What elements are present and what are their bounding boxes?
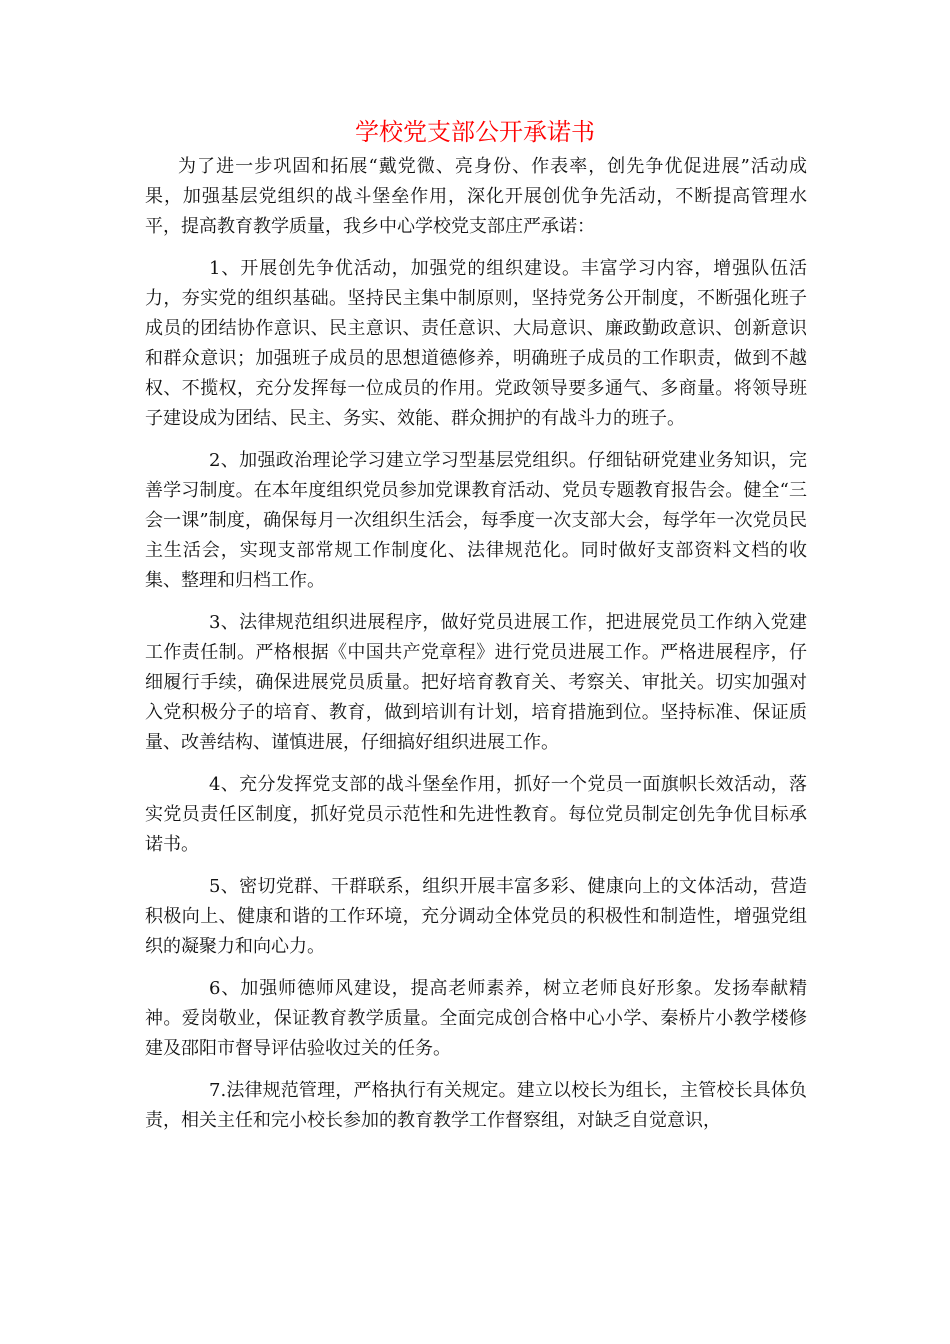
commitment-item-1: 1、开展创先争优活动，加强党的组织建设。丰富学习内容，增强队伍活力，夯实党的组织基础。坚持民主集中制原则，坚持党务公开制度，不断强化班子成员的团结协作意识、民主意识、责任意识、大局意识、廉政勤政意识、创新意识和群众意识；加强班子成员的思想道德修养，明确班子成员的工作职责，做到不越权、不揽权，充分发挥每一位成员的作用。党政领导要多通气、多商量。将领导班子建设成为团结、民主、务实、效能、群众拥护的有战斗力的班子。 [145, 258, 807, 429]
commitment-item-3: 3、法律规范组织进展程序，做好党员进展工作，把进展党员工作纳入党建工作责任制。严格根据《中国共产党章程》进行党员进展工作。严格进展程序，仔细履行手续，确保进展党员质量。把好培育教育关、考察关、审批关。切实加强对入党积极分子的培育、教育，做到培训有计划，培育措施到位。坚持标准、保证质量、改善结构、谨慎进展，仔细搞好组织进展工作。 [145, 612, 807, 753]
commitment-item-6: 6、加强师德师风建设，提高老师素养，树立老师良好形象。发扬奉献精神。爱岗敬业，保证教育教学质量。全面完成创合格中心小学、秦桥片小教学楼修建及邵阳市督导评估验收过关的任务。 [145, 978, 807, 1059]
commitment-item-7: 7.法律规范管理，严格执行有关规定。建立以校长为组长，主管校长具体负责，相关主任和完小校长参加的教育教学工作督察组，对缺乏自觉意识， [145, 1080, 807, 1131]
document-title: 学校党支部公开承诺书 [355, 118, 595, 146]
commitment-item-2: 2、加强政治理论学习建立学习型基层党组织。仔细钻研党建业务知识，完善学习制度。在本年度组织党员参加党课教育活动、党员专题教育报告会。健全“三会一课”制度，确保每月一次组织生活会，每季度一次支部大会，每学年一次党员民主生活会，实现支部常规工作制度化、法律规范化。同时做好支部资料文档的收集、整理和归档工作。 [145, 450, 807, 591]
document-body [145, 152, 807, 1148]
commitment-item-4: 4、充分发挥党支部的战斗堡垒作用，抓好一个党员一面旗帜长效活动，落实党员责任区制度，抓好党员示范性和先进性教育。每位党员制定创先争优目标承诺书。 [145, 774, 807, 855]
intro-paragraph: 为了进一步巩固和拓展“戴党微、亮身份、作表率，创先争优促进展”活动成果，加强基层党组织的战斗堡垒作用，深化开展创优争先活动，不断提高管理水平，提高教育教学质量，我乡中心学校党支部庄严承诺： [145, 156, 807, 237]
commitment-item-5: 5、密切党群、干群联系，组织开展丰富多彩、健康向上的文体活动，营造积极向上、健康和谐的工作环境，充分调动全体党员的积极性和制造性，增强党组织的凝聚力和向心力。 [145, 876, 807, 957]
